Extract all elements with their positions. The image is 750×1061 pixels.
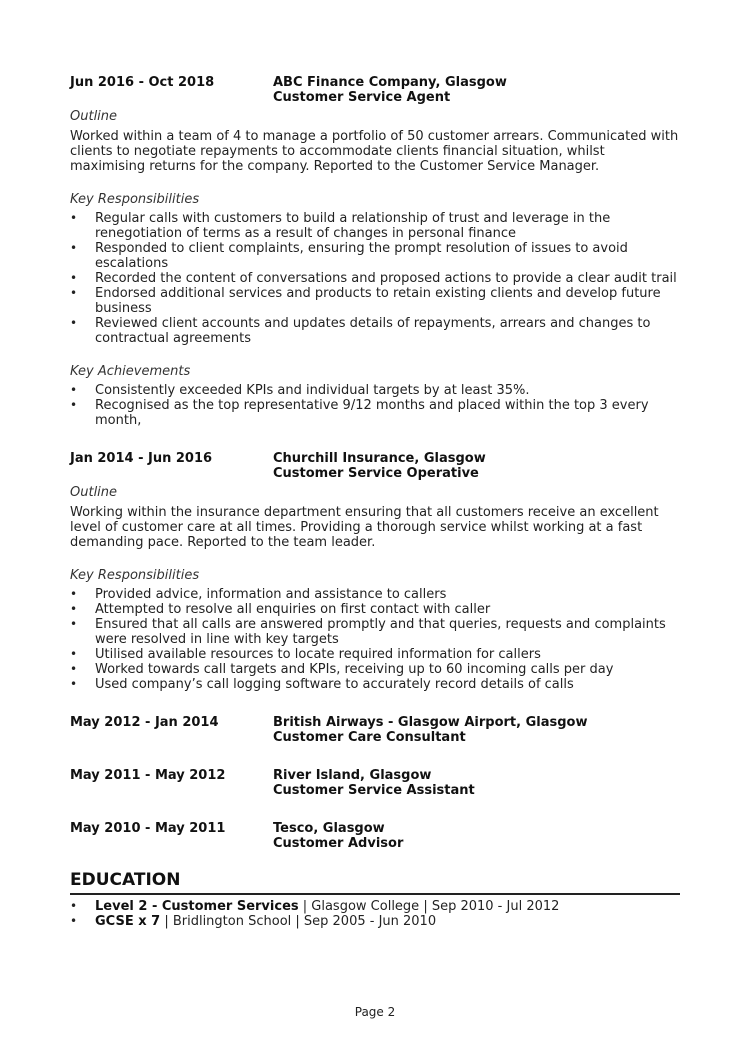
- job-date: May 2010 - May 2011: [70, 821, 226, 836]
- job-role: Customer Service Agent: [273, 90, 451, 105]
- education-qualification: GCSE x 7: [95, 914, 161, 929]
- responsibilities-label: Key Responsibilities: [70, 192, 200, 207]
- responsibilities-list: [70, 211, 680, 346]
- list-item: [70, 914, 680, 929]
- list-item: • Utilised available resources to locate required information for callers: [70, 647, 680, 662]
- education-qualification: Level 2 - Customer Services: [95, 899, 299, 914]
- job-company: Churchill Insurance, Glasgow: [273, 451, 486, 466]
- outline-label: Outline: [70, 485, 118, 500]
- education-heading: EDUCATION: [70, 870, 680, 895]
- job-entry-british-airways: [70, 715, 680, 745]
- list-item: • Endorsed additional services and products to retain existing clients and develop future business: [70, 286, 680, 316]
- job-entry-churchill: [70, 451, 680, 692]
- outline-label: Outline: [70, 109, 118, 124]
- list-item: • Used company’s call logging software to accurately record details of calls: [70, 677, 680, 692]
- job-date: Jan 2014 - Jun 2016: [70, 451, 213, 466]
- outline-text: Working within the insurance department ensuring that all customers receive an excellent level of customer care at all times. Providing a thorough service whilst working at a fast demanding pace. Reported to the team leader.: [70, 505, 659, 550]
- responsibilities-list: [70, 587, 680, 692]
- resume-page: [70, 75, 680, 929]
- job-company: ABC Finance Company, Glasgow: [273, 75, 507, 90]
- list-item: • Responded to client complaints, ensuring the prompt resolution of issues to avoid escalations: [70, 241, 680, 271]
- education-details: | Glasgow College | Sep 2010 - Jul 2012: [298, 899, 560, 914]
- job-company: Tesco, Glasgow: [273, 821, 385, 836]
- job-org: [273, 821, 403, 851]
- page-number: Page 2: [354, 1005, 396, 1019]
- job-org: [273, 75, 507, 105]
- education-details: | Bridlington School | Sep 2005 - Jun 2010: [160, 914, 437, 929]
- education-list: [70, 899, 680, 929]
- list-item: • Attempted to resolve all enquiries on first contact with caller: [70, 602, 680, 617]
- job-entry-river-island: [70, 768, 680, 798]
- list-item: • Worked towards call targets and KPIs, receiving up to 60 incoming calls per day: [70, 662, 680, 677]
- outline-text: Worked within a team of 4 to manage a portfolio of 50 customer arrears. Communicated with clients to negotiate repayments to accommodate clients financial situation, whilst maximising returns for the company. Reported to the Customer Service Manager.: [70, 129, 679, 174]
- job-date: May 2012 - Jan 2014: [70, 715, 219, 730]
- job-role: Customer Advisor: [273, 836, 404, 851]
- list-item: • Ensured that all calls are answered promptly and that queries, requests and complaints were resolved in line with key targets: [70, 617, 680, 647]
- list-item: • Recorded the content of conversations and proposed actions to provide a clear audit trail: [70, 271, 680, 286]
- job-date: Jun 2016 - Oct 2018: [70, 75, 215, 90]
- job-header: [70, 451, 680, 481]
- job-date: May 2011 - May 2012: [70, 768, 226, 783]
- job-org: [273, 715, 587, 745]
- list-item: • Provided advice, information and assistance to callers: [70, 587, 680, 602]
- job-entry-tesco: [70, 821, 680, 851]
- job-header: [70, 75, 680, 105]
- job-role: Customer Service Operative: [273, 466, 479, 481]
- achievements-list: [70, 383, 680, 428]
- list-item: • Regular calls with customers to build a relationship of trust and leverage in the renegotiation of terms as a result of changes in personal finance: [70, 211, 680, 241]
- job-company: River Island, Glasgow: [273, 768, 432, 783]
- job-company: British Airways - Glasgow Airport, Glasgow: [273, 715, 588, 730]
- job-entry-abc-finance: [70, 75, 680, 428]
- responsibilities-label: Key Responsibilities: [70, 568, 200, 583]
- list-item: • Consistently exceeded KPIs and individual targets by at least 35%.: [70, 383, 680, 398]
- list-item: • Reviewed client accounts and updates details of repayments, arrears and changes to contractual agreements: [70, 316, 680, 346]
- job-org: [273, 451, 486, 481]
- list-item: • Recognised as the top representative 9/12 months and placed within the top 3 every month,: [70, 398, 680, 428]
- job-org: [273, 768, 475, 798]
- job-role: Customer Service Assistant: [273, 783, 475, 798]
- job-role: Customer Care Consultant: [273, 730, 466, 745]
- achievements-label: Key Achievements: [70, 364, 191, 379]
- list-item: [70, 899, 680, 914]
